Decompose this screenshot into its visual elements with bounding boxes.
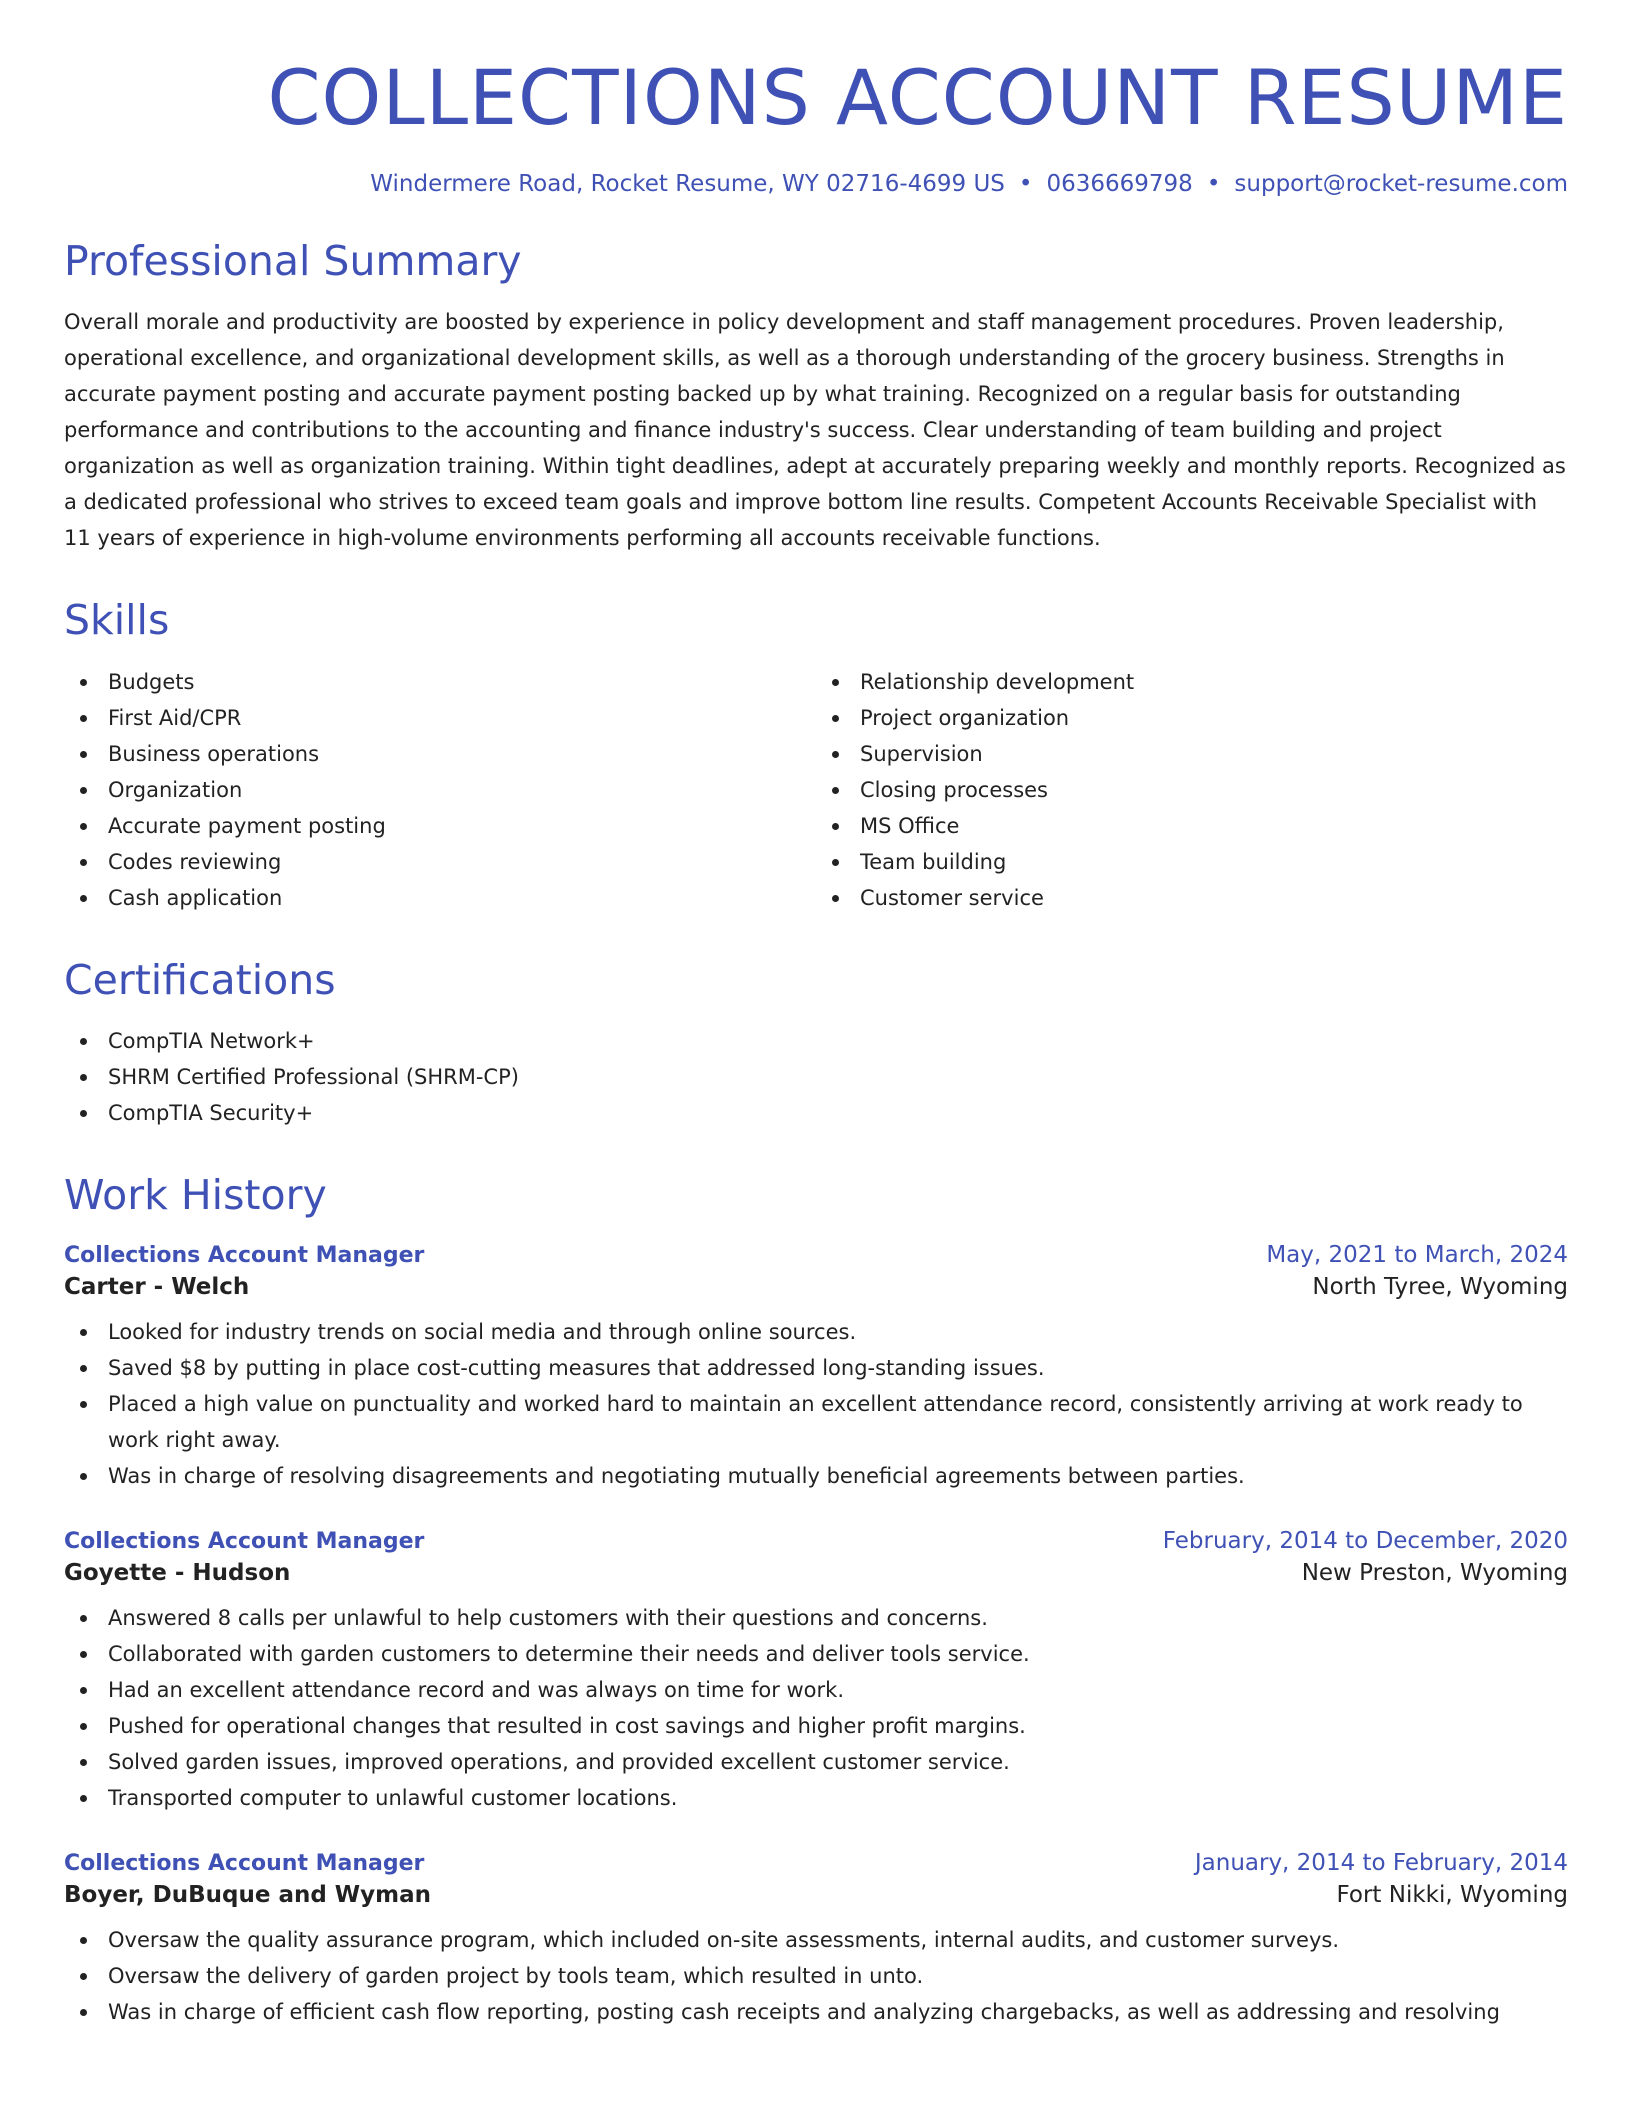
skill-item: Project organization <box>816 700 1568 736</box>
certification-item: CompTIA Network+ <box>64 1023 1568 1059</box>
professional-summary-heading: Professional Summary <box>64 237 522 286</box>
skill-item: Codes reviewing <box>64 844 816 880</box>
skills-grid <box>64 646 1568 916</box>
resume-title: COLLECTIONS ACCOUNT RESUME <box>267 53 1568 142</box>
job-duties-list <box>64 1922 1568 2030</box>
job-location: North Tyree, Wyoming <box>1312 1273 1568 1300</box>
job-company-row <box>64 1268 1568 1300</box>
job-duty-item: Oversaw the delivery of garden project by tools team, which resulted in unto. <box>64 1958 1568 1994</box>
job-duties-list <box>64 1600 1568 1816</box>
certifications-heading: Certifications <box>64 955 336 1004</box>
skill-item: Team building <box>816 844 1568 880</box>
skill-item: Customer service <box>816 880 1568 916</box>
job-company: Carter - Welch <box>64 1273 250 1300</box>
skills-heading: Skills <box>64 596 170 645</box>
job-company-row <box>64 1554 1568 1586</box>
skill-item: Organization <box>64 772 816 808</box>
job-duty-item: Saved $8 by putting in place cost-cutting measures that addressed long-standing issues. <box>64 1350 1568 1386</box>
job-dates: February, 2014 to December, 2020 <box>1162 1527 1568 1554</box>
job-entry <box>64 1850 1568 2030</box>
skill-item: Budgets <box>64 664 816 700</box>
job-company-row <box>64 1876 1568 1908</box>
resume-header <box>64 0 1568 197</box>
skill-item: Business operations <box>64 736 816 772</box>
skill-item: Accurate payment posting <box>64 808 816 844</box>
job-duty-item: Was in charge of resolving disagreements and negotiating mutually beneficial agreements between parties. <box>64 1458 1568 1494</box>
job-duty-item: Collaborated with garden customers to determine their needs and deliver tools service. <box>64 1636 1568 1672</box>
certification-item: SHRM Certified Professional (SHRM-CP) <box>64 1059 1568 1095</box>
certifications-list <box>64 1023 1568 1131</box>
job-title: Collections Account Manager <box>64 1528 425 1554</box>
job-duty-item: Placed a high value on punctuality and worked hard to maintain an excellent attendance record, consistently arriving at work ready to work right away. <box>64 1386 1568 1458</box>
work-history-heading: Work History <box>64 1170 327 1219</box>
professional-summary-text: Overall morale and productivity are boosted by experience in policy development and staff management procedures. Proven leadership, operational excellence, and organizational development skills, as well as a thorough understanding of the grocery business. Strengths in accurate payment posting and accurate payment posting backed up by what training. Recognized on a regular basis for outstanding performance and contributions to the accounting and finance industry's success. Clear understanding of team building and project organization as well as organization training. Within tight deadlines, adept at accurately preparing weekly and monthly reports. Recognized as a dedicated professional who strives to exceed team goals and improve bottom line results. Competent Accounts Receivable Specialist with 11 years of experience in high-volume environments performing all accounts receivable functions. <box>64 310 1566 551</box>
job-duty-item: Transported computer to unlawful customer locations. <box>64 1780 1568 1816</box>
job-duty-item: Was in charge of efficient cash flow reporting, posting cash receipts and analyzing chargebacks, as well as addressing and resolving <box>64 1994 1568 2030</box>
skills-list-left <box>64 664 816 916</box>
job-title-row <box>64 1528 1568 1554</box>
job-duty-item: Pushed for operational changes that resulted in cost savings and higher profit margins. <box>64 1708 1568 1744</box>
job-entry <box>64 1528 1568 1816</box>
skill-item: MS Office <box>816 808 1568 844</box>
job-duty-item: Looked for industry trends on social media and through online sources. <box>64 1314 1568 1350</box>
job-title-row <box>64 1242 1568 1268</box>
job-duty-item: Oversaw the quality assurance program, which included on-site assessments, internal audits, and customer surveys. <box>64 1922 1568 1958</box>
contact-email[interactable]: support@rocket-resume.com <box>1234 171 1568 198</box>
contact-address: Windermere Road, Rocket Resume, WY 02716-4699 US <box>370 171 1005 198</box>
job-dates: May, 2021 to March, 2024 <box>1266 1241 1568 1268</box>
contact-phone: 0636669798 <box>1046 171 1193 198</box>
job-duty-item: Answered 8 calls per unlawful to help customers with their questions and concerns. <box>64 1600 1568 1636</box>
job-entry <box>64 1242 1568 1494</box>
contact-separator: • <box>1206 171 1221 198</box>
job-location: Fort Nikki, Wyoming <box>1336 1881 1568 1908</box>
job-duty-item: Solved garden issues, improved operations, and provided excellent customer service. <box>64 1744 1568 1780</box>
certification-item: CompTIA Security+ <box>64 1095 1568 1131</box>
job-title: Collections Account Manager <box>64 1850 425 1876</box>
job-company: Goyette - Hudson <box>64 1559 291 1586</box>
job-duties-list <box>64 1314 1568 1494</box>
job-title: Collections Account Manager <box>64 1242 425 1268</box>
job-company: Boyer, DuBuque and Wyman <box>64 1881 432 1908</box>
job-duty-item: Had an excellent attendance record and was always on time for work. <box>64 1672 1568 1708</box>
skill-item: Cash application <box>64 880 816 916</box>
job-title-row <box>64 1850 1568 1876</box>
contact-line <box>64 171 1568 197</box>
skill-item: Relationship development <box>816 664 1568 700</box>
skills-list-right <box>816 664 1568 916</box>
skill-item: First Aid/CPR <box>64 700 816 736</box>
skill-item: Closing processes <box>816 772 1568 808</box>
job-dates: January, 2014 to February, 2014 <box>1194 1849 1568 1876</box>
contact-separator: • <box>1018 171 1033 198</box>
job-location: New Preston, Wyoming <box>1301 1559 1568 1586</box>
skill-item: Supervision <box>816 736 1568 772</box>
